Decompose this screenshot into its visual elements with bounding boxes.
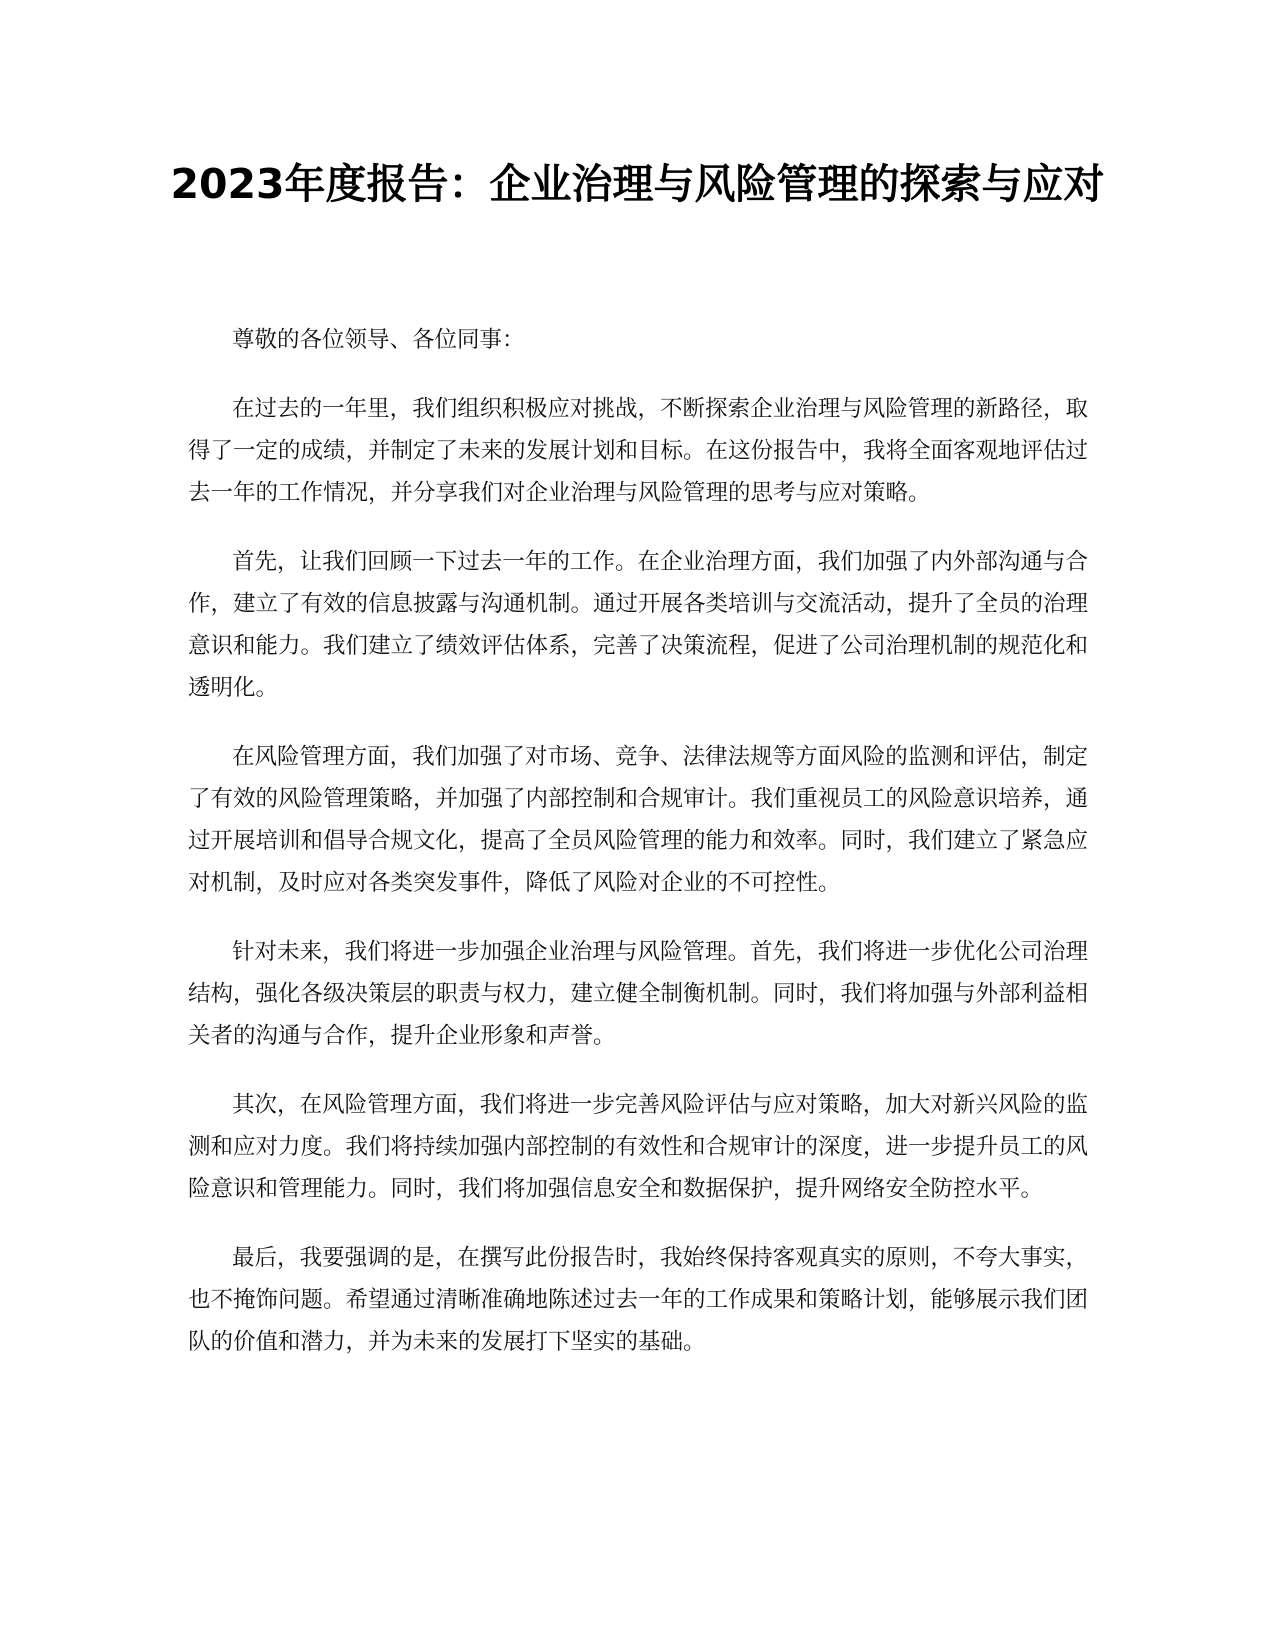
paragraph-governance-review: 首先，让我们回顾一下过去一年的工作。在企业治理方面，我们加强了内外部沟通与合作，建立了有效的信息披露与沟通机制。通过开展各类培训与交流活动，提升了全员的治理意识和能力。我们建立了绩效评估体系，完善了决策流程，促进了公司治理机制的规范化和透明化。 [188, 549, 1089, 701]
paragraph-future-risk: 其次，在风险管理方面，我们将进一步完善风险评估与应对策略，加大对新兴风险的监测和应对力度。我们将持续加强内部控制的有效性和合规审计的深度，进一步提升员工的风险意识和管理能力。同时，我们将加强信息安全和数据保护，提升网络安全防控水平。 [188, 1092, 1089, 1202]
paragraph-risk-review: 在风险管理方面，我们加强了对市场、竞争、法律法规等方面风险的监测和评估，制定了有效的风险管理策略，并加强了内部控制和合规审计。我们重视员工的风险意识培养，通过开展培训和倡导合规文化，提高了全员风险管理的能力和效率。同时，我们建立了紧急应对机制，及时应对各类突发事件，降低了风险对企业的不可控性。 [188, 744, 1089, 896]
document-title: 2023年度报告：企业治理与风险管理的探索与应对 [170, 160, 1105, 208]
paragraph-future-governance: 针对未来，我们将进一步加强企业治理与风险管理。首先，我们将进一步优化公司治理结构，强化各级决策层的职责与权力，建立健全制衡机制。同时，我们将加强与外部利益相关者的沟通与合作，提升企业形象和声誉。 [188, 939, 1089, 1049]
paragraph-intro: 在过去的一年里，我们组织积极应对挑战，不断探索企业治理与风险管理的新路径，取得了一定的成绩，并制定了未来的发展计划和目标。在这份报告中，我将全面客观地评估过去一年的工作情况，并分享我们对企业治理与风险管理的思考与应对策略。 [188, 396, 1089, 506]
paragraph-conclusion: 最后，我要强调的是，在撰写此份报告时，我始终保持客观真实的原则，不夸大事实，也不掩饰问题。希望通过清晰准确地陈述过去一年的工作成果和策略计划，能够展示我们团队的价值和潜力，并为未来的发展打下坚实的基础。 [188, 1245, 1089, 1355]
greeting: 尊敬的各位领导、各位同事： [232, 327, 525, 353]
document-body [188, 319, 1088, 1390]
